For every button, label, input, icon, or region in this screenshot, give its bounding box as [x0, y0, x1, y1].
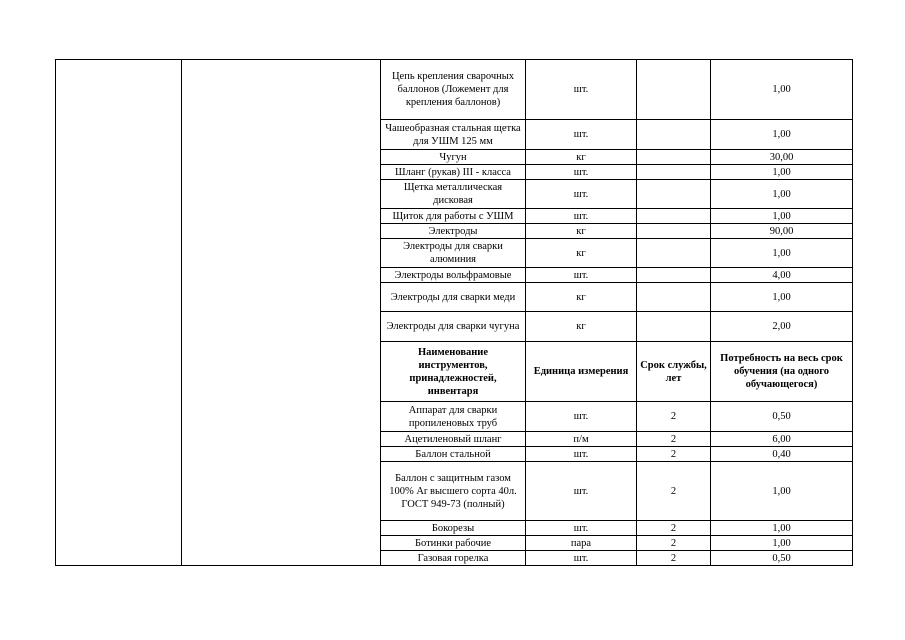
item-unit: шт. [526, 521, 637, 536]
item-name: Электроды для сварки чугуна [381, 312, 526, 342]
item-name: Газовая горелка [381, 551, 526, 566]
item-unit: шт. [526, 180, 637, 209]
header-unit: Единица измерения [526, 342, 637, 402]
item-term [637, 283, 711, 312]
item-unit: кг [526, 224, 637, 239]
table-row [56, 60, 853, 120]
item-term [637, 312, 711, 342]
item-term [637, 209, 711, 224]
item-unit: шт. [526, 209, 637, 224]
item-need: 0,50 [711, 402, 853, 432]
item-need: 1,00 [711, 536, 853, 551]
item-name: Цепь крепления сварочных баллонов (Ложемент для крепления баллонов) [381, 60, 526, 120]
item-term [637, 180, 711, 209]
item-need: 1,00 [711, 120, 853, 150]
item-need: 6,00 [711, 432, 853, 447]
item-need: 0,40 [711, 447, 853, 462]
item-term [637, 224, 711, 239]
item-name: Электроды вольфрамовые [381, 268, 526, 283]
item-term: 2 [637, 447, 711, 462]
item-unit: п/м [526, 432, 637, 447]
item-name: Щетка металлическая дисковая [381, 180, 526, 209]
item-need: 90,00 [711, 224, 853, 239]
item-need: 1,00 [711, 60, 853, 120]
item-term [637, 150, 711, 165]
item-name: Шланг (рукав) III - класса [381, 165, 526, 180]
item-unit: шт. [526, 120, 637, 150]
item-need: 1,00 [711, 462, 853, 521]
item-need: 4,00 [711, 268, 853, 283]
item-need: 1,00 [711, 165, 853, 180]
item-term [637, 268, 711, 283]
item-name: Бокорезы [381, 521, 526, 536]
item-need: 1,00 [711, 239, 853, 268]
item-term: 2 [637, 402, 711, 432]
item-need: 2,00 [711, 312, 853, 342]
item-term [637, 239, 711, 268]
item-name: Чашеобразная стальная щетка для УШМ 125 мм [381, 120, 526, 150]
item-name: Ацетиленовый шланг [381, 432, 526, 447]
item-name: Электроды для сварки меди [381, 283, 526, 312]
item-need: 1,00 [711, 521, 853, 536]
item-name: Баллон стальной [381, 447, 526, 462]
item-term: 2 [637, 432, 711, 447]
item-need: 1,00 [711, 180, 853, 209]
item-term: 2 [637, 551, 711, 566]
header-term: Срок службы, лет [637, 342, 711, 402]
item-unit: шт. [526, 165, 637, 180]
item-term [637, 60, 711, 120]
item-unit: пара [526, 536, 637, 551]
equipment-table [55, 59, 853, 566]
item-need: 30,00 [711, 150, 853, 165]
item-term: 2 [637, 462, 711, 521]
item-unit: шт. [526, 60, 637, 120]
blank-column-2 [182, 60, 381, 566]
blank-column-1 [56, 60, 182, 566]
item-unit: шт. [526, 551, 637, 566]
item-unit: шт. [526, 447, 637, 462]
item-term [637, 120, 711, 150]
item-unit: шт. [526, 402, 637, 432]
item-unit: кг [526, 150, 637, 165]
item-name: Ботинки рабочие [381, 536, 526, 551]
item-name: Электроды [381, 224, 526, 239]
item-term: 2 [637, 521, 711, 536]
item-unit: кг [526, 283, 637, 312]
item-need: 1,00 [711, 209, 853, 224]
item-unit: кг [526, 312, 637, 342]
item-name: Электроды для сварки алюминия [381, 239, 526, 268]
item-unit: шт. [526, 268, 637, 283]
item-name: Аппарат для сварки пропиленовых труб [381, 402, 526, 432]
header-need: Потребность на весь срок обучения (на одного обучающегося) [711, 342, 853, 402]
item-need: 1,00 [711, 283, 853, 312]
item-term [637, 165, 711, 180]
item-name: Щиток для работы с УШМ [381, 209, 526, 224]
header-name: Наименование инструментов, принадлежностей, инвентаря [381, 342, 526, 402]
item-term: 2 [637, 536, 711, 551]
item-name: Чугун [381, 150, 526, 165]
item-unit: шт. [526, 462, 637, 521]
item-need: 0,50 [711, 551, 853, 566]
item-unit: кг [526, 239, 637, 268]
item-name: Баллон с защитным газом 100% Ar высшего сорта 40л. ГОСТ 949-73 (полный) [381, 462, 526, 521]
